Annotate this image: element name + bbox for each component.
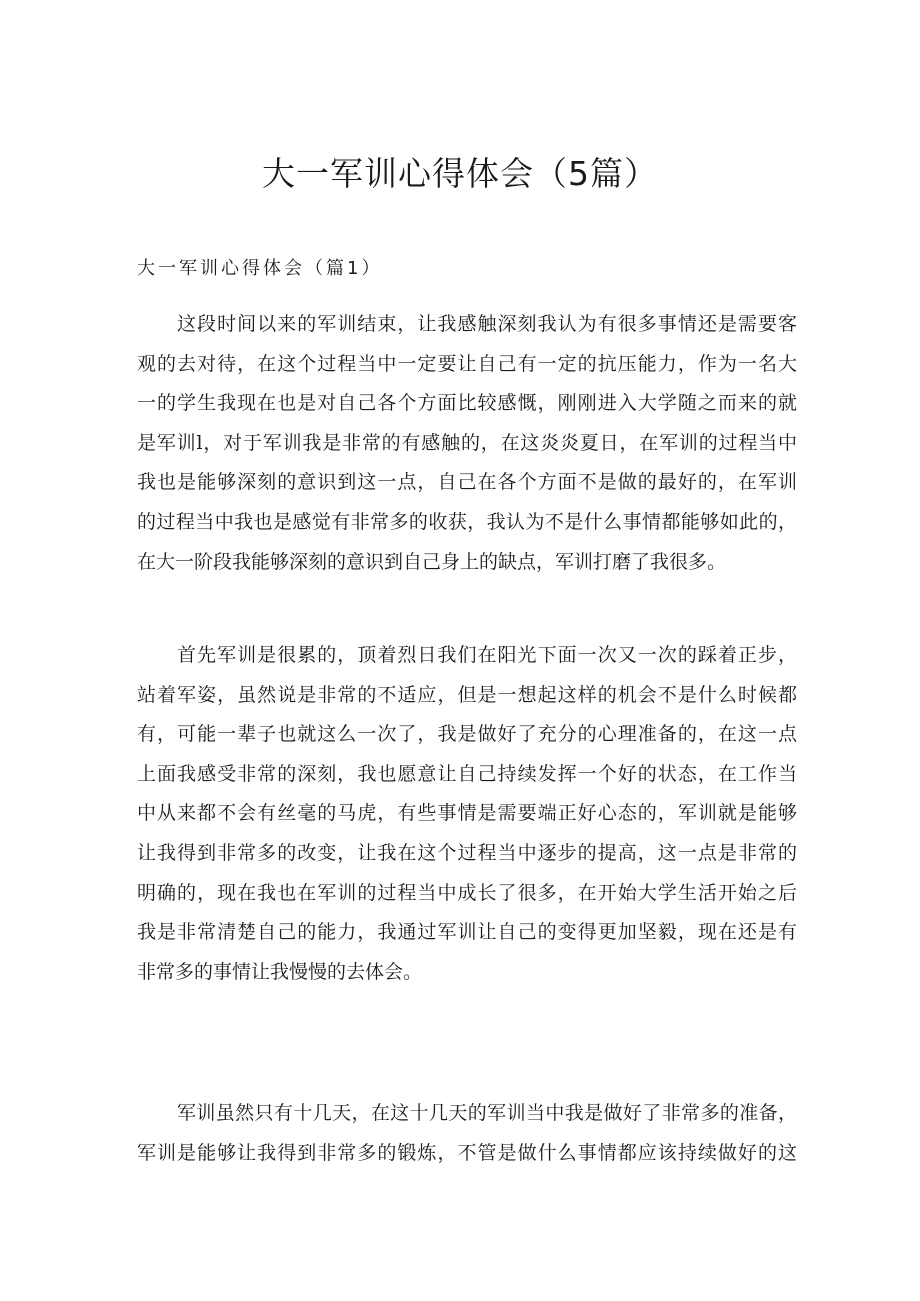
paragraph-line: 军训虽然只有十几天，在这十几天的军训当中我是做好了非常多的准备， xyxy=(177,1102,797,1124)
paragraph-line: 让我得到非常多的改变，让我在这个过程当中逐步的提高，这一点是非常的 xyxy=(137,841,797,864)
paragraph-line: 我也是能够深刻的意识到这一点，自己在各个方面不是做的最好的，在军训 xyxy=(137,471,797,494)
paragraph-line: 站着军姿，虽然说是非常的不适应，但是一想起这样的机会不是什么时候都 xyxy=(137,683,797,706)
section-heading: 大一军训心得体会（篇1） xyxy=(137,258,383,279)
paragraph-1 xyxy=(137,305,797,582)
paragraph-line: 观的去对待，在这个过程当中一定要让自己有一定的抗压能力，作为一名大 xyxy=(137,352,797,375)
paragraph-line: 首先军训是很累的，顶着烈日我们在阳光下面一次又一次的踩着正步， xyxy=(177,644,797,666)
paragraph-line: 在大一阶段我能够深刻的意识到自己身上的缺点，军训打磨了我很多。 xyxy=(137,550,727,573)
paragraph-line: 的过程当中我也是感觉有非常多的收获，我认为不是什么事情都能够如此的， xyxy=(137,510,797,533)
paragraph-line: 一的学生我现在也是对自己各个方面比较感慨，刚刚进入大学随之而来的就 xyxy=(137,392,797,415)
paragraph-3 xyxy=(137,1094,797,1173)
paragraph-line: 中从来都不会有丝毫的马虎，有些事情是需要端正好心态的，军训就是能够 xyxy=(137,802,797,825)
paragraph-line: 我是非常清楚自己的能力，我通过军训让自己的变得更加坚毅，现在还是有 xyxy=(137,921,797,944)
paragraph-line: 非常多的事情让我慢慢的去体会。 xyxy=(137,960,423,983)
paragraph-line: 有，可能一辈子也就这么一次了，我是做好了充分的心理准备的，在这一点 xyxy=(137,723,797,746)
document-title: 大一军训心得体会（5篇） xyxy=(262,154,658,193)
paragraph-line: 上面我感受非常的深刻，我也愿意让自己持续发挥一个好的状态，在工作当 xyxy=(137,762,797,785)
paragraph-line: 这段时间以来的军训结束，让我感触深刻我认为有很多事情还是需要客 xyxy=(177,313,797,335)
paragraph-line: 明确的，现在我也在军训的过程当中成长了很多，在开始大学生活开始之后 xyxy=(137,881,797,904)
paragraph-line: 是军训l，对于军训我是非常的有感触的，在这炎炎夏日，在军训的过程当中 xyxy=(137,431,797,454)
paragraph-2 xyxy=(137,636,797,992)
paragraph-line: 军训是能够让我得到非常多的锻炼，不管是做什么事情都应该持续做好的这 xyxy=(137,1141,797,1164)
